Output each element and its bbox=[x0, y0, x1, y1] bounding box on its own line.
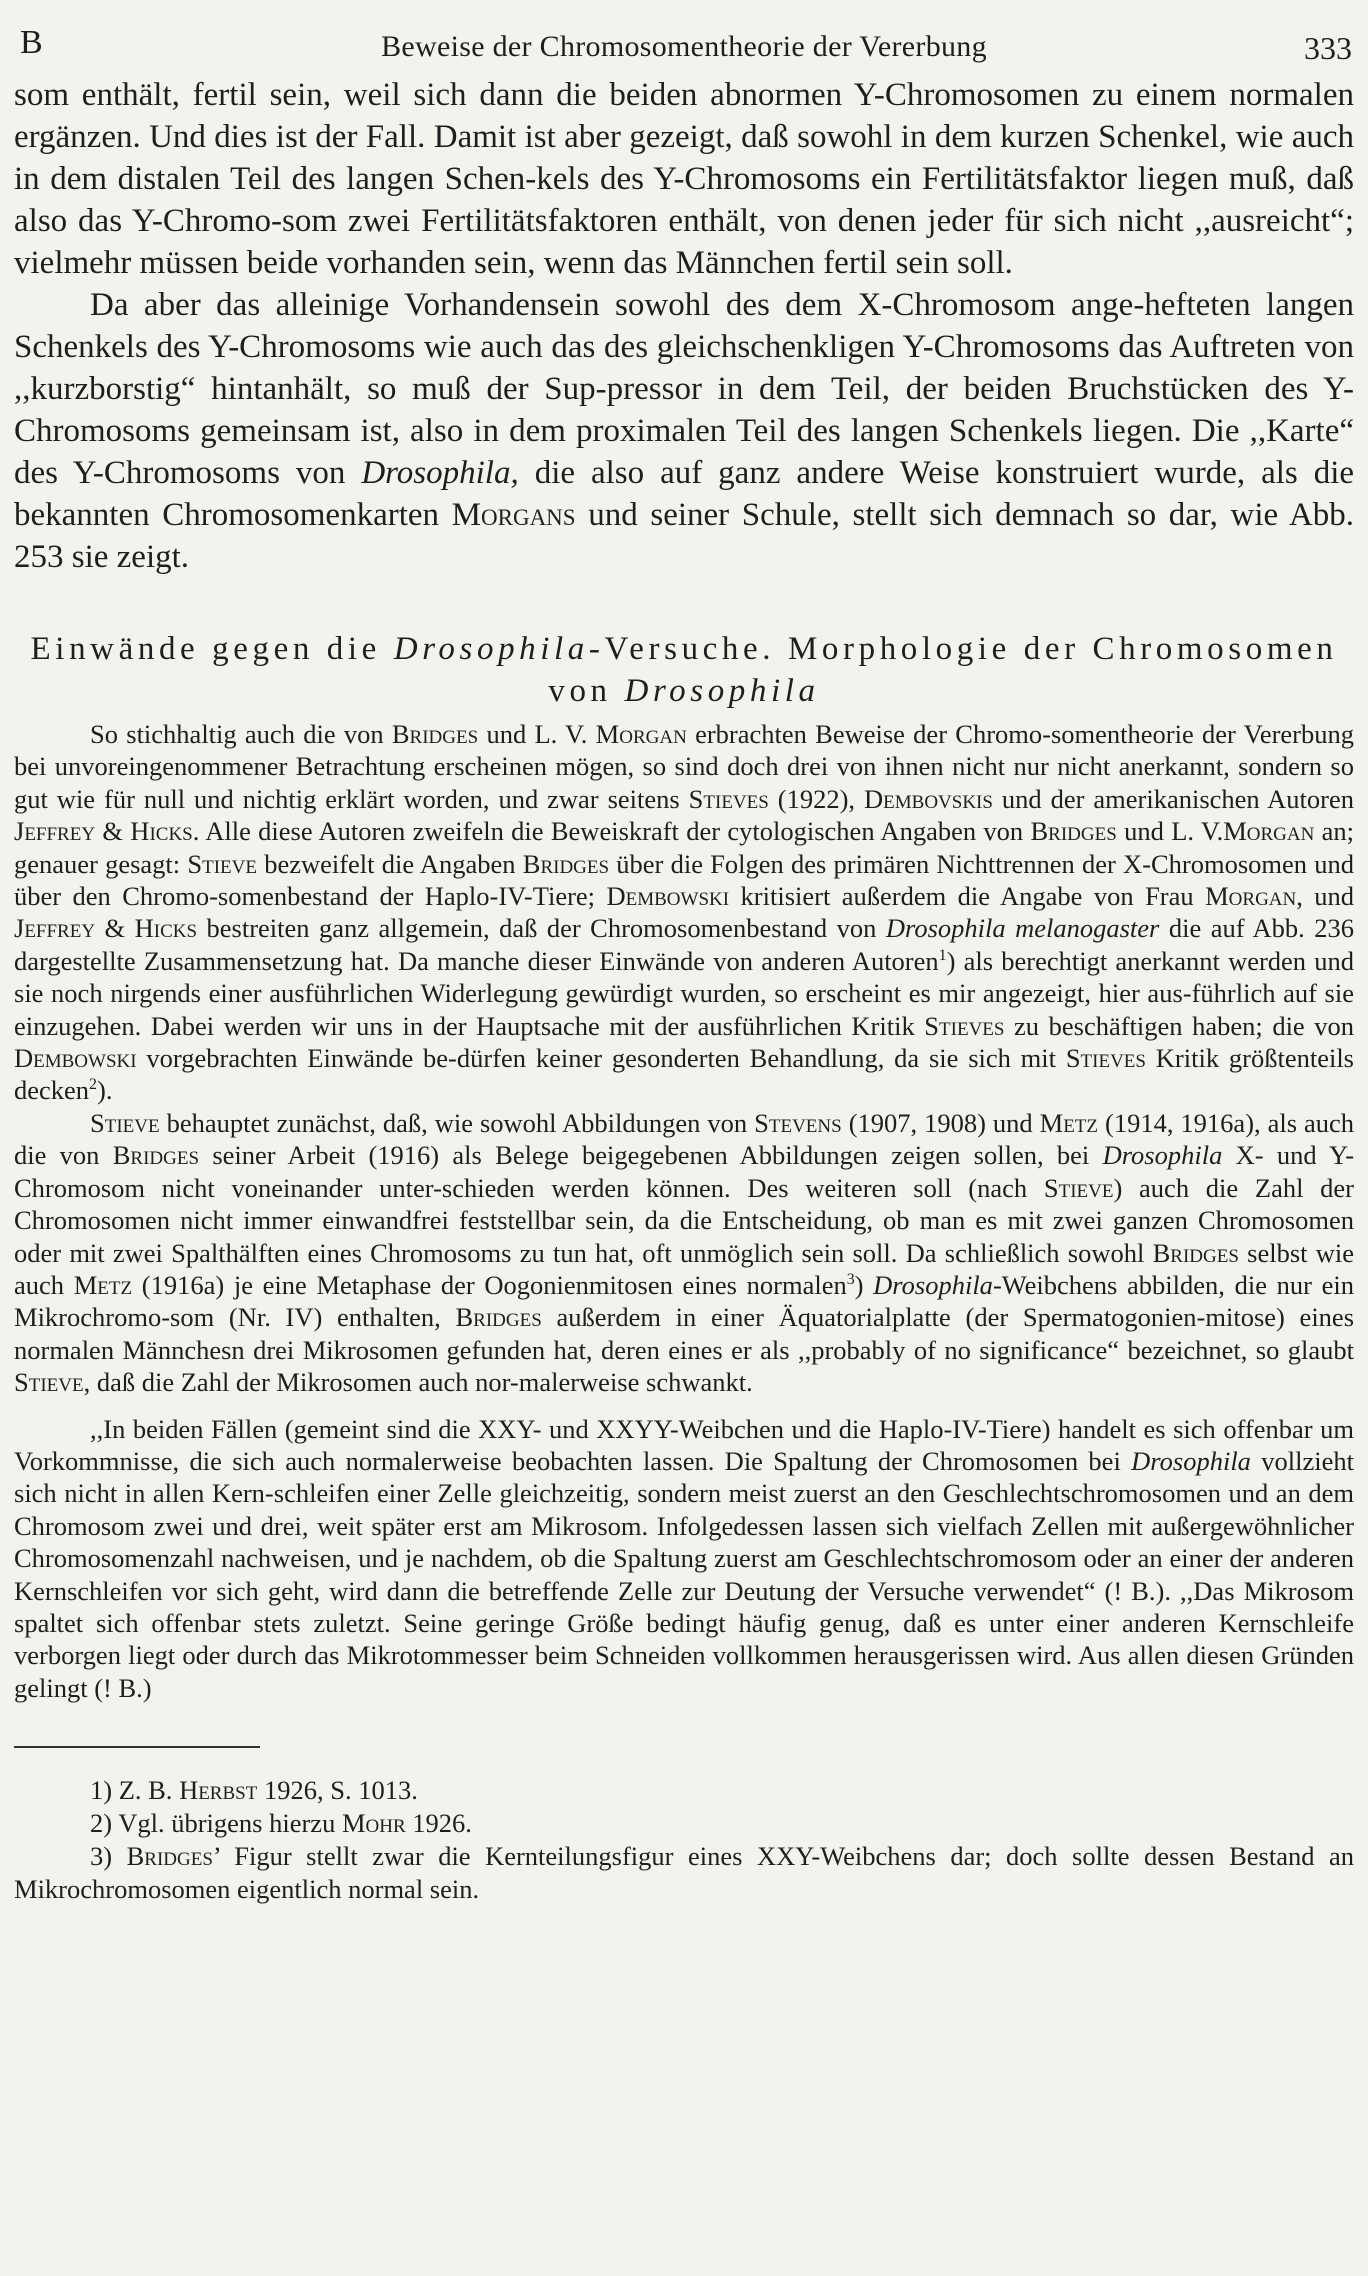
text-run: über die Folgen des primären Nichttrennen der X-Chromosomen und über den Chromo-somenbestand der Haplo-IV-Tiere; bbox=[14, 848, 1354, 912]
author-name: Stieves bbox=[688, 783, 769, 814]
text-run: und L. V. bbox=[486, 719, 588, 749]
author-name: Morgan bbox=[1205, 881, 1297, 912]
text-run: bestreiten ganz allgemein, daß der Chromosomenbestand von bbox=[206, 913, 877, 944]
text-run-italic: Drosophila bbox=[393, 631, 589, 667]
page bbox=[14, 22, 1354, 1906]
footnote-1 bbox=[14, 1774, 1354, 1807]
author-name: Metz bbox=[1039, 1107, 1099, 1138]
footnote-ref: 2 bbox=[89, 1076, 97, 1094]
body-text bbox=[14, 718, 1354, 1704]
text-run: ) als berechtigt anerkannt werden und sie noch nirgends einer ausführlichen Widerlegung gewürdigt wurden, so erscheint es mir angezeigt, hier aus-führlich auf sie einzugehen. Dabei werden wir uns in der Hauptsache mit der ausführlichen Kritik bbox=[14, 945, 1354, 1041]
text-run: und der amerikanischen Autoren bbox=[1001, 783, 1355, 814]
text-run: die also auf ganz andere Weise konstruiert wurde, als die bekannten Chromosomenkarten bbox=[14, 455, 1355, 533]
text-run-italic: Drosophila bbox=[1102, 1140, 1223, 1171]
footnote-ref: 3 bbox=[846, 1271, 855, 1289]
author-name: Bridges bbox=[1030, 816, 1117, 847]
text-run: Kritik größtenteils decken bbox=[14, 1043, 1354, 1106]
page-number: 333 bbox=[1304, 30, 1352, 66]
paragraph bbox=[14, 1107, 1354, 1399]
text-run: -Versuche. Morphologie der Chromosomen von bbox=[548, 631, 1338, 709]
author-name: Metz bbox=[73, 1269, 133, 1300]
author-name: Bridges bbox=[126, 1841, 213, 1872]
footnotes bbox=[14, 1774, 1354, 1906]
text-run: 1926. bbox=[412, 1808, 472, 1839]
author-name: Dembowski bbox=[14, 1043, 137, 1074]
text-run: vollzieht sich nicht in allen Kern-schleifen einer Zelle gleichzeitig, sondern meist zuerst an den Geschlechtschromosomen und an dem Chromosom zwei und drei, weit später erst am Mikrosom. Infolgedessen lassen sich vielfach Zellen mit außergewöhnlicher Chromosomenzahl nachweisen, und je nachdem, ob die Spaltung zuerst am Geschlechtschromosom oder an einer der anderen Kernschleifen vor sich geht, wird dann die betreffende Zelle zur Deutung der Versuche verwendet“ (! B.). ,,Das Mikrosom spaltet sich offenbar stets zuletzt. Seine geringe Größe bedingt häufig genug, daß es unter einer anderen Kernschleife verborgen liegt oder durch das Mikrotommesser beim Schneiden vollkommen herausgerissen wird. Aus allen diesen Gründen gelingt (! B.) bbox=[14, 1445, 1355, 1703]
author-name: Morgans bbox=[451, 497, 576, 533]
author-name: Stieves bbox=[924, 1010, 1005, 1041]
author-name: Bridges bbox=[522, 848, 610, 879]
author-name: Bridges bbox=[455, 1302, 542, 1333]
author-name: Dembovskis bbox=[864, 783, 993, 814]
running-title: Beweise der Chromosomentheorie der Vererbung bbox=[381, 30, 987, 63]
text-run: 1) Z. B. bbox=[90, 1775, 173, 1806]
text-run: seiner Arbeit (1916) als Belege beigegebenen Abbildungen zeigen sollen, bei bbox=[212, 1140, 1090, 1171]
author-name: Stevens bbox=[754, 1107, 842, 1138]
author-name: Bridges bbox=[1152, 1237, 1239, 1268]
author-name: Herbst bbox=[179, 1775, 258, 1806]
text-run: Da aber das alleinige Vorhandensein sowohl des dem X-Chromosom ange-hefteten langen Schenkels des Y-Chromosoms wie auch das des gleichschenkligen Y-Chromosoms das Auftreten von ,,kurzborstig“ hintanhält, so muß der Sup-pressor in dem Teil, der beiden Bruchstücken des Y-Chromosoms gemeinsam ist, also in dem proximalen Teil des langen Schenkels liegen. Die ,,Karte“ des Y-Chromosoms von bbox=[14, 287, 1354, 491]
text-run: ). bbox=[97, 1075, 113, 1106]
upper-text bbox=[14, 74, 1354, 578]
text-run: 3) bbox=[90, 1841, 113, 1872]
author-name: Stieves bbox=[1065, 1043, 1146, 1074]
footnote-rule bbox=[14, 1746, 260, 1748]
paragraph bbox=[14, 74, 1354, 284]
author-name: Bridges bbox=[112, 1140, 200, 1171]
text-run: ’ Figur stellt zwar die Kernteilungsfigur eines XXY-Weibchens dar; doch sollte dessen Bestand an Mikrochromosomen eigentlich normal sein. bbox=[14, 1841, 1355, 1905]
text-run: an; genauer gesagt: bbox=[14, 816, 1355, 879]
text-run: ) auch die Zahl der Chromosomen nicht immer einwandfrei feststellbar sein, da die Entscheidung, ob man es mit zwei ganzen Chromosomen oder mit zwei Spalthälften eines Chromosoms zu tun hat, oft unmöglich sein soll. Da schließlich sowohl bbox=[14, 1172, 1355, 1268]
paragraph bbox=[14, 284, 1354, 578]
signature-mark: B bbox=[20, 24, 43, 61]
author-name: Dembowski bbox=[606, 881, 730, 912]
text-run: Einwände gegen die bbox=[30, 631, 381, 667]
section-heading bbox=[14, 628, 1354, 712]
text-run: (1907, 1908) und bbox=[848, 1107, 1033, 1138]
text-run: 1926, S. 1013. bbox=[263, 1775, 418, 1806]
author-name: Morgan bbox=[595, 719, 687, 749]
text-run-italic: Drosophila melanogaster bbox=[885, 913, 1160, 944]
text-run: vorgebrachten Einwände be-dürfen keiner gesonderten Behandlung, da sie sich mit bbox=[146, 1043, 1057, 1074]
text-run: zu beschäftigen haben; die von bbox=[1014, 1010, 1355, 1041]
footnote-ref: 1 bbox=[938, 947, 947, 965]
text-run: behauptet zunächst, daß, wie sowohl Abbildungen von bbox=[166, 1107, 748, 1138]
text-run: ) bbox=[854, 1269, 864, 1300]
footnote-3 bbox=[14, 1840, 1354, 1906]
text-run: . Alle diese Autoren zweifeln die Beweiskraft der cytologischen Angaben von bbox=[192, 816, 1024, 847]
text-run: (1916a) je eine Metaphase der Oogonienmitosen eines normalen bbox=[141, 1269, 847, 1300]
text-run-italic: Drosophila, bbox=[361, 455, 519, 491]
paragraph bbox=[14, 718, 1354, 1107]
text-run-italic: Drosophila bbox=[624, 673, 820, 709]
text-run: die auf Abb. 236 dargestellte Zusammensetzung hat. Da manche dieser Einwände von anderen Autoren bbox=[14, 913, 1355, 976]
text-run-italic: Drosophila bbox=[873, 1269, 993, 1300]
text-run: kritisiert außerdem die Angabe von Frau bbox=[740, 881, 1194, 912]
text-run: bezweifelt die Angaben bbox=[264, 848, 516, 879]
text-run: erbrachten Beweise der Chromo-somentheorie der Vererbung bei unvoreingenommener Betrachtung erscheinen mögen, so sind doch drei von ihnen nicht nur nicht anerkannt, sondern so gut wie für null und nichtig erklärt worden, und zwar seitens bbox=[14, 719, 1354, 814]
author-name: Stieve bbox=[187, 848, 257, 879]
running-header bbox=[14, 22, 1354, 74]
text-run: und seiner Schule, stellt sich demnach so dar, wie Abb. 253 sie zeigt. bbox=[14, 497, 1355, 575]
text-run: So stichhaltig auch die von bbox=[90, 719, 384, 749]
text-run: ,,In beiden Fällen (gemeint sind die XXY- und XXYY-Weibchen und die Haplo-IV-Tiere) handelt es sich offenbar um Vorkommnisse, die sich auch normalerweise beobachten lassen. Die Spaltung der Chromosomen bei bbox=[14, 1413, 1354, 1476]
text-run: (1922), bbox=[777, 783, 856, 814]
author-name: Stieve bbox=[90, 1107, 160, 1138]
author-name: Jeffrey & Hicks bbox=[14, 913, 198, 944]
text-run: som enthält, fertil sein, weil sich dann die beiden abnormen Y-Chromosomen zu einem normalen ergänzen. Und dies ist der Fall. Damit ist aber gezeigt, daß sowohl in dem kurzen Schenkel, wie auch in dem distalen Teil des langen Schen-kels des Y-Chromosoms ein Fertilitätsfaktor liegen muß, daß also das Y-Chromo-som zwei Fertilitätsfaktoren enthält, von denen jeder für sich nicht ,,ausreicht“; vielmehr müssen beide vorhanden sein, wenn das Männchen fertil sein soll. bbox=[14, 77, 1354, 281]
text-run: selbst wie auch bbox=[14, 1237, 1355, 1300]
text-run: X- und Y-Chromosom nicht voneinander unter-schieden werden können. Des weiteren soll (nach bbox=[14, 1140, 1355, 1203]
quotation-paragraph bbox=[14, 1413, 1354, 1705]
author-name: Morgan bbox=[1223, 816, 1315, 847]
author-name: Jeffrey & Hicks bbox=[14, 816, 193, 847]
text-run-italic: Drosophila bbox=[1131, 1445, 1251, 1476]
text-run: , und bbox=[1296, 881, 1355, 912]
footnote-2 bbox=[14, 1807, 1354, 1840]
text-run: 2) Vgl. übrigens hierzu bbox=[90, 1808, 336, 1839]
author-name: Mohr bbox=[341, 1808, 406, 1839]
text-run: außerdem in einer Äquatorialplatte (der Spermatogonien-mitose) eines normalen Männchesn drei Mikrosomen gefunden hat, deren eines er als ,,probably of no significance“ bezeichnet, so glaubt bbox=[14, 1302, 1355, 1365]
author-name: Stieve bbox=[14, 1367, 84, 1398]
text-run: (1914, 1916a), als auch die von bbox=[14, 1107, 1355, 1171]
text-run: , daß die Zahl der Mikrosomen auch nor-malerweise schwankt. bbox=[83, 1367, 753, 1398]
author-name: Stieve bbox=[1043, 1172, 1114, 1203]
text-run: -Weibchens abbilden, die nur ein Mikrochromo-som (Nr. IV) enthalten, bbox=[14, 1269, 1354, 1333]
text-run: und L. V. bbox=[1124, 816, 1224, 847]
author-name: Bridges bbox=[391, 719, 479, 749]
